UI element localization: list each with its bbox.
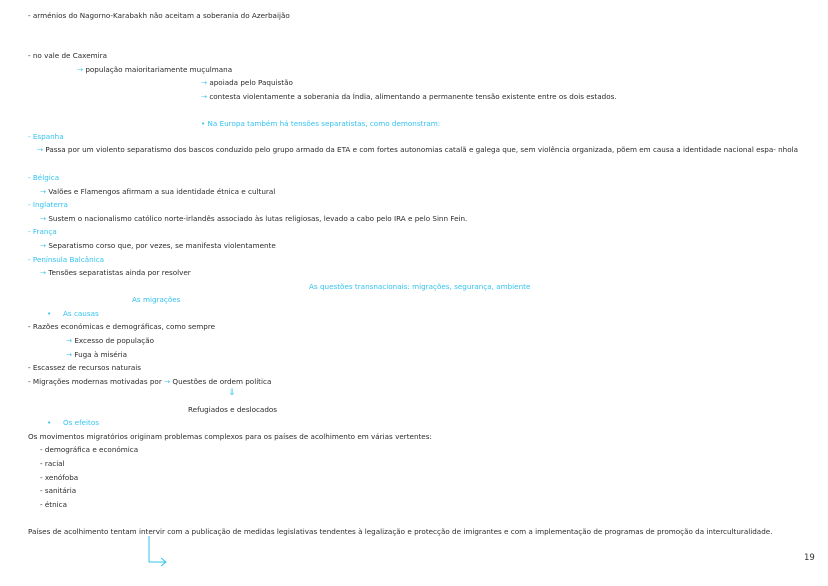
arrow-right-icon: → <box>40 241 47 250</box>
cause-political: - Migrações modernas motivadas por → Questões de ordem política <box>28 377 272 386</box>
arrow-right-icon: → <box>164 377 171 386</box>
arrow-down-icon: ⇓ <box>228 388 236 398</box>
text-populacao: → população maioritariamente muçulmana <box>77 65 233 74</box>
cause-economic: - Razões económicas e demográficas, como sempre <box>28 322 216 331</box>
aspect-item: - xenófoba <box>40 473 79 482</box>
aspect-item: - racial <box>40 459 65 468</box>
section-title: As questões transnacionais: migrações, segurança, ambiente <box>309 282 531 291</box>
corner-arrow-icon <box>146 536 170 566</box>
country-belgica: - Bélgica <box>28 173 60 182</box>
cause-resources: - Escassez de recursos naturais <box>28 363 142 372</box>
effects-title: Os efeitos <box>63 418 100 427</box>
text-nagorno: - arménios do Nagorno-Karabakh não aceitam a soberania do Azerbaijão <box>28 11 290 20</box>
aspect-item: - demográfica e económica <box>40 445 139 454</box>
arrow-right-icon: → <box>66 350 73 359</box>
text-inglaterra: → Sustem o nacionalismo católico norte-irlandês associado às lutas religiosas, levado a cabo pelo IRA e pelo Sinn Fein. <box>40 214 468 223</box>
arrow-right-icon: → <box>77 65 84 74</box>
conclusion: Países de acolhimento tentam intervir com a publicação de medidas legislativas tendentes à legalização e protecção de imigrantes e com a implementação de programas de promoção da interculturalidade. <box>28 527 773 536</box>
arrow-right-icon: → <box>66 336 73 345</box>
text-balcanica: → Tensões separatistas ainda por resolver <box>40 268 191 277</box>
text-espanha: → Passa por um violento separatismo dos bascos conduzido pelo grupo armado da ETA e com fortes autonomias catalã e galega que, sem violência organizada, põem em causa a identidade nacional espa- nhola <box>37 145 799 154</box>
text-paquistao: → apoiada pelo Paquistão <box>201 78 293 87</box>
migrations-title: As migrações <box>132 295 181 304</box>
text-franca: → Separatismo corso que, por vezes, se manifesta violentamente <box>40 241 276 250</box>
text-india: → contesta violentamente a soberania da Índia, alimentando a permanente tensão existente entre os dois estados. <box>201 92 617 101</box>
arrow-right-icon: → <box>201 78 208 87</box>
arrow-right-icon: → <box>40 187 47 196</box>
country-franca: - França <box>28 227 57 236</box>
cause-population: → Excesso de população <box>66 336 155 345</box>
arrow-right-icon: → <box>40 214 47 223</box>
cause-refugees: Refugiados e deslocados <box>188 405 278 414</box>
effects-intro: Os movimentos migratórios originam problemas complexos para os países de acolhimento em várias vertentes: <box>28 432 432 441</box>
europe-heading: • Na Europa também há tensões separatistas, como demonstram: <box>201 119 441 128</box>
cause-misery: → Fuga à miséria <box>66 350 128 359</box>
arrow-right-icon: → <box>37 145 44 154</box>
effects-bullet: • <box>47 418 52 427</box>
aspect-item: - sanitária <box>40 486 77 495</box>
arrow-right-icon: → <box>201 92 208 101</box>
country-inglaterra: - Inglaterra <box>28 200 68 209</box>
aspect-item: - étnica <box>40 500 68 509</box>
text-belgica: → Valões e Flamengos afirmam a sua identidade étnica e cultural <box>40 187 276 196</box>
arrow-right-icon: → <box>40 268 47 277</box>
text-caxemira: - no vale de Caxemira <box>28 51 107 60</box>
causes-title: As causas <box>63 309 99 318</box>
causes-bullet: • <box>47 309 52 318</box>
country-balcanica: - Península Balcânica <box>28 255 105 264</box>
page-number: 19 <box>804 553 815 563</box>
country-espanha: - Espanha <box>28 132 64 141</box>
